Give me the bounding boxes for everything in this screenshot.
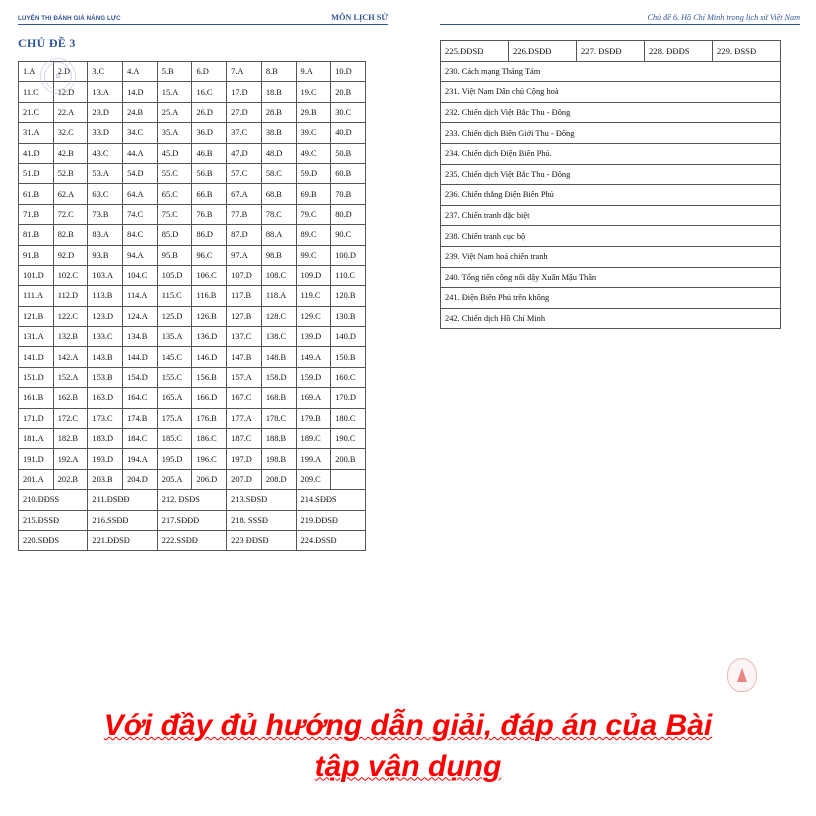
code-cell: 227. ĐSĐĐ	[577, 41, 645, 62]
answer-cell: 106.C	[192, 265, 227, 285]
answer-cell: 192.A	[53, 449, 88, 469]
answer-cell: 101.D	[19, 265, 54, 285]
watermark-stamp-inner: ✿	[44, 62, 72, 90]
answer-cell: 66.B	[192, 184, 227, 204]
short-answer-cell: 235. Chiến dịch Việt Bắc Thu - Đông	[441, 164, 781, 185]
answer-cell: 184.C	[123, 429, 158, 449]
table-row	[19, 449, 366, 469]
answer-cell: 48.D	[261, 143, 296, 163]
table-row	[19, 204, 366, 224]
right-page	[440, 6, 800, 698]
answer-cell: 117.B	[227, 286, 262, 306]
answer-cell: 85.D	[157, 225, 192, 245]
answer-cell: 155.C	[157, 367, 192, 387]
table-row	[19, 102, 366, 122]
answer-cell: 95.B	[157, 245, 192, 265]
answer-cell: 174.B	[123, 408, 158, 428]
answer-cell: 134.B	[123, 327, 158, 347]
answer-cell: 145.C	[157, 347, 192, 367]
answer-cell: 165.A	[157, 388, 192, 408]
short-answer-cell: 242. Chiến dịch Hồ Chí Minh	[441, 308, 781, 329]
answer-cell: 4.A	[123, 62, 158, 82]
answer-cell: 16.C	[192, 82, 227, 102]
answer-cell: 54.D	[123, 163, 158, 183]
answer-cell: 171.D	[19, 408, 54, 428]
answer-cell: 203.B	[88, 469, 123, 489]
truefalse-answer-cell: 219.ĐĐSĐ	[296, 510, 366, 530]
answer-cell: 5.B	[157, 62, 192, 82]
short-answer-cell: 241. Điện Biên Phủ trên không	[441, 288, 781, 309]
table-row	[19, 530, 366, 550]
answer-cell: 135.A	[157, 327, 192, 347]
answer-cell: 76.B	[192, 204, 227, 224]
answer-cell: 152.A	[53, 367, 88, 387]
answer-cell: 35.A	[157, 123, 192, 143]
table-row	[19, 184, 366, 204]
answer-cell: 72.C	[53, 204, 88, 224]
answer-cell: 189.C	[296, 429, 331, 449]
truefalse-answer-cell: 222.SSĐĐ	[157, 530, 226, 550]
answer-cell: 163.D	[88, 388, 123, 408]
table-row	[19, 469, 366, 489]
answer-cell: 38.B	[261, 123, 296, 143]
answer-cell: 43.C	[88, 143, 123, 163]
answer-cell: 150.B	[331, 347, 366, 367]
short-answer-cell: 238. Chiến tranh cục bộ	[441, 226, 781, 247]
answer-cell: 182.B	[53, 429, 88, 449]
answer-cell: 98.B	[261, 245, 296, 265]
answer-cell: 208.D	[261, 469, 296, 489]
answer-cell: 46.B	[192, 143, 227, 163]
table-row	[19, 347, 366, 367]
answer-cell: 50.B	[331, 143, 366, 163]
answer-cell: 97.A	[227, 245, 262, 265]
answer-cell: 59.D	[296, 163, 331, 183]
answer-cell: 159.D	[296, 367, 331, 387]
answer-cell: 88.A	[261, 225, 296, 245]
answer-cell: 186.C	[192, 429, 227, 449]
answer-cell: 175.A	[157, 408, 192, 428]
answer-cell: 71.B	[19, 204, 54, 224]
answer-cell: 164.C	[123, 388, 158, 408]
answer-cell: 169.A	[296, 388, 331, 408]
truefalse-answer-cell: 217.SĐĐĐ	[157, 510, 226, 530]
answer-cell: 195.D	[157, 449, 192, 469]
answer-cell: 3.C	[88, 62, 123, 82]
answer-cell: 190.C	[331, 429, 366, 449]
answer-cell: 161.B	[19, 388, 54, 408]
answer-cell: 36.D	[192, 123, 227, 143]
truefalse-answer-cell: 216.SSĐĐ	[88, 510, 157, 530]
answer-cell: 198.B	[261, 449, 296, 469]
answer-cell: 124.A	[123, 306, 158, 326]
answer-cell: 62.A	[53, 184, 88, 204]
table-row	[441, 185, 781, 206]
left-page	[18, 6, 388, 698]
answer-cell: 90.C	[331, 225, 366, 245]
right-page-header	[440, 6, 800, 25]
answer-cell: 140.D	[331, 327, 366, 347]
answer-cell: 52.B	[53, 163, 88, 183]
answer-cell: 82.B	[53, 225, 88, 245]
caption-line-2: tập vận dụng	[314, 749, 502, 783]
answer-cell: 7.A	[227, 62, 262, 82]
answer-cell: 200.B	[331, 449, 366, 469]
answer-cell: 70.B	[331, 184, 366, 204]
answer-cell: 102.C	[53, 265, 88, 285]
table-row	[19, 143, 366, 163]
answer-cell: 196.C	[192, 449, 227, 469]
answer-cell: 136.D	[192, 327, 227, 347]
answer-cell: 119.C	[296, 286, 331, 306]
answer-cell: 61.B	[19, 184, 54, 204]
answer-cell: 162.B	[53, 388, 88, 408]
answer-cell: 207.D	[227, 469, 262, 489]
answer-cell: 187.C	[227, 429, 262, 449]
answer-cell: 39.C	[296, 123, 331, 143]
answer-cell: 143.B	[88, 347, 123, 367]
answer-cell: 18.B	[261, 82, 296, 102]
answer-cell: 191.D	[19, 449, 54, 469]
truefalse-answer-cell: 221.ĐĐSĐ	[88, 530, 157, 550]
answer-cell: 168.B	[261, 388, 296, 408]
answer-cell: 23.D	[88, 102, 123, 122]
answer-cell: 96.C	[192, 245, 227, 265]
answer-cell: 146.D	[192, 347, 227, 367]
answer-cell: 113.B	[88, 286, 123, 306]
answer-cell: 9.A	[296, 62, 331, 82]
answer-cell: 197.D	[227, 449, 262, 469]
answer-cell: 21.C	[19, 102, 54, 122]
answer-cell: 58.C	[261, 163, 296, 183]
answer-cell: 83.A	[88, 225, 123, 245]
table-row	[19, 429, 366, 449]
truefalse-answer-cell: 211.ĐSĐĐ	[88, 490, 157, 510]
answer-cell: 199.A	[296, 449, 331, 469]
answer-cell: 15.A	[157, 82, 192, 102]
answer-cell: 111.A	[19, 286, 54, 306]
short-answer-cell: 236. Chiến thắng Điện Biên Phủ	[441, 185, 781, 206]
answer-cell: 116.B	[192, 286, 227, 306]
table-row	[19, 510, 366, 530]
answer-cell: 181.A	[19, 429, 54, 449]
answer-cell: 125.D	[157, 306, 192, 326]
publisher-logo-icon	[727, 658, 757, 692]
answer-cell: 118.A	[261, 286, 296, 306]
code-cell: 225.ĐĐSĐ	[441, 41, 509, 62]
answer-cell: 22.A	[53, 102, 88, 122]
answer-cell: 84.C	[123, 225, 158, 245]
section-title: CHỦ ĐỀ 3	[18, 36, 76, 50]
code-cell: 229. ĐSSĐ	[713, 41, 781, 62]
truefalse-answer-cell: 210.ĐĐSS	[19, 490, 88, 510]
answer-cell: 26.D	[192, 102, 227, 122]
answer-cell: 201.A	[19, 469, 54, 489]
answer-cell: 33.D	[88, 123, 123, 143]
table-row	[441, 288, 781, 309]
answer-cell: 129.C	[296, 306, 331, 326]
answer-cell: 49.C	[296, 143, 331, 163]
truefalse-answer-cell: 213.SĐSĐ	[227, 490, 296, 510]
short-answer-cell: 230. Cách mạng Tháng Tám	[441, 61, 781, 82]
table-row	[441, 82, 781, 103]
answer-cell: 31.A	[19, 123, 54, 143]
left-header-subject: MÔN LỊCH SỬ	[331, 13, 388, 22]
answer-cell: 173.C	[88, 408, 123, 428]
table-row	[441, 226, 781, 247]
answer-key-table	[18, 61, 366, 551]
answer-cell: 142.A	[53, 347, 88, 367]
answer-cell: 202.B	[53, 469, 88, 489]
answer-cell: 115.C	[157, 286, 192, 306]
answer-cell: 130.B	[331, 306, 366, 326]
left-page-header	[18, 6, 388, 25]
answer-cell: 20.B	[331, 82, 366, 102]
answer-cell: 86.D	[192, 225, 227, 245]
answer-cell: 44.A	[123, 143, 158, 163]
answer-cell: 100.D	[331, 245, 366, 265]
table-row	[19, 408, 366, 428]
answer-cell: 158.D	[261, 367, 296, 387]
answer-cell: 53.A	[88, 163, 123, 183]
answer-cell: 122.C	[53, 306, 88, 326]
short-answer-cell: 240. Tổng tiến công nổi dậy Xuân Mậu Thân	[441, 267, 781, 288]
answer-cell: 131.A	[19, 327, 54, 347]
answer-cell: 65.C	[157, 184, 192, 204]
table-row	[19, 367, 366, 387]
answer-cell: 8.B	[261, 62, 296, 82]
answer-cell: 28.B	[261, 102, 296, 122]
answer-cell: 153.B	[88, 367, 123, 387]
table-row	[441, 143, 781, 164]
table-row	[19, 327, 366, 347]
table-row	[19, 163, 366, 183]
truefalse-answer-cell: 214.SĐĐS	[296, 490, 366, 510]
answer-cell: 154.D	[123, 367, 158, 387]
answer-cell: 170.D	[331, 388, 366, 408]
answer-cell: 132.B	[53, 327, 88, 347]
answer-cell: 19.C	[296, 82, 331, 102]
table-row	[19, 225, 366, 245]
answer-cell: 193.D	[88, 449, 123, 469]
table-row	[19, 388, 366, 408]
answer-cell: 60.B	[331, 163, 366, 183]
answer-cell: 41.D	[19, 143, 54, 163]
truefalse-answer-cell: 215.ĐSSĐ	[19, 510, 88, 530]
answer-cell: 166.D	[192, 388, 227, 408]
answer-cell: 99.C	[296, 245, 331, 265]
answer-cell: 205.A	[157, 469, 192, 489]
answer-cell: 25.A	[157, 102, 192, 122]
answer-cell: 120.B	[331, 286, 366, 306]
truefalse-answer-cell: 224.ĐSSĐ	[296, 530, 366, 550]
short-answer-cell: 239. Việt Nam hoá chiến tranh	[441, 246, 781, 267]
answer-cell: 128.C	[261, 306, 296, 326]
answer-cell: 57.C	[227, 163, 262, 183]
answer-cell: 194.A	[123, 449, 158, 469]
answer-cell: 183.D	[88, 429, 123, 449]
answer-cell: 93.B	[88, 245, 123, 265]
answer-cell: 127.B	[227, 306, 262, 326]
answer-cell: 137.C	[227, 327, 262, 347]
answer-cell: 67.A	[227, 184, 262, 204]
answer-cell: 78.C	[261, 204, 296, 224]
answer-cell: 167.C	[227, 388, 262, 408]
promo-caption	[0, 706, 816, 787]
answer-cell: 56.B	[192, 163, 227, 183]
answer-cell: 123.D	[88, 306, 123, 326]
answer-cell: 204.D	[123, 469, 158, 489]
short-answer-cell: 232. Chiến dịch Việt Bắc Thu - Đông	[441, 102, 781, 123]
answer-cell: 103.A	[88, 265, 123, 285]
answer-cell: 34.C	[123, 123, 158, 143]
answer-cell: 104.C	[123, 265, 158, 285]
answer-cell: 69.B	[296, 184, 331, 204]
answer-cell: 47.D	[227, 143, 262, 163]
table-row	[441, 102, 781, 123]
answer-cell: 87.D	[227, 225, 262, 245]
answer-cell: 177.A	[227, 408, 262, 428]
table-row	[441, 267, 781, 288]
answer-cell: 160.C	[331, 367, 366, 387]
answer-cell: 188.B	[261, 429, 296, 449]
answer-cell: 126.B	[192, 306, 227, 326]
answer-cell: 108.C	[261, 265, 296, 285]
answer-cell: 147.B	[227, 347, 262, 367]
answer-cell: 92.D	[53, 245, 88, 265]
table-row	[19, 490, 366, 510]
answer-cell: 13.A	[88, 82, 123, 102]
answer-cell: 151.D	[19, 367, 54, 387]
answer-cell: 149.A	[296, 347, 331, 367]
answer-cell: 91.B	[19, 245, 54, 265]
answer-cell: 55.C	[157, 163, 192, 183]
answer-cell: 74.C	[123, 204, 158, 224]
table-row	[441, 123, 781, 144]
answer-cell: 63.C	[88, 184, 123, 204]
watermark-stamp-icon	[40, 58, 76, 94]
answer-cell: 12.D	[53, 82, 88, 102]
answer-cell: 42.B	[53, 143, 88, 163]
table-row	[441, 164, 781, 185]
answer-cell: 89.C	[296, 225, 331, 245]
answer-cell: 157.A	[227, 367, 262, 387]
answer-cell: 178.C	[261, 408, 296, 428]
answer-cell: 144.D	[123, 347, 158, 367]
short-answer-cell: 237. Chiến tranh đặc biệt	[441, 205, 781, 226]
answer-cell: 80.D	[331, 204, 366, 224]
answer-cell: 30.C	[331, 102, 366, 122]
short-answer-table	[440, 40, 781, 329]
table-row	[19, 265, 366, 285]
answer-cell: 29.B	[296, 102, 331, 122]
answer-cell: 112.D	[53, 286, 88, 306]
table-row	[19, 286, 366, 306]
answer-cell: 148.B	[261, 347, 296, 367]
answer-cell: 73.B	[88, 204, 123, 224]
answer-cell: 6.D	[192, 62, 227, 82]
answer-cell: 27.D	[227, 102, 262, 122]
answer-cell: 11.C	[19, 82, 54, 102]
logo-shield-icon	[727, 658, 757, 692]
answer-cell: 105.D	[157, 265, 192, 285]
caption-line-1: Với đầy đủ hướng dẫn giải, đáp án của Bài	[103, 709, 713, 742]
answer-cell: 206.D	[192, 469, 227, 489]
code-cell: 228. ĐĐĐS	[645, 41, 713, 62]
answer-cell: 209.C	[296, 469, 331, 489]
answer-cell: 172.C	[53, 408, 88, 428]
answer-cell: 121.B	[19, 306, 54, 326]
answer-cell: 133.C	[88, 327, 123, 347]
answer-cell: 32.C	[53, 123, 88, 143]
answer-cell: 75.C	[157, 204, 192, 224]
code-cell: 226.ĐSĐĐ	[509, 41, 577, 62]
table-row	[19, 123, 366, 143]
answer-cell: 180.C	[331, 408, 366, 428]
table-row	[441, 308, 781, 329]
answer-cell: 81.B	[19, 225, 54, 245]
answer-cell: 14.D	[123, 82, 158, 102]
answer-cell: 45.D	[157, 143, 192, 163]
answer-cell	[331, 469, 366, 489]
truefalse-answer-cell: 218. SSSĐ	[227, 510, 296, 530]
answer-cell: 40.D	[331, 123, 366, 143]
short-answer-cell: 231. Việt Nam Dân chủ Cộng hoà	[441, 82, 781, 103]
answer-cell: 94.A	[123, 245, 158, 265]
answer-cell: 156.B	[192, 367, 227, 387]
answer-cell: 79.C	[296, 204, 331, 224]
answer-cell: 2.D	[53, 62, 88, 82]
table-row	[441, 246, 781, 267]
answer-cell: 114.A	[123, 286, 158, 306]
answer-cell: 109.D	[296, 265, 331, 285]
answer-cell: 77.B	[227, 204, 262, 224]
short-answer-cell: 234. Chiến dịch Điện Biên Phủ.	[441, 143, 781, 164]
answer-cell: 68.B	[261, 184, 296, 204]
answer-cell: 185.C	[157, 429, 192, 449]
table-row	[19, 245, 366, 265]
answer-cell: 51.D	[19, 163, 54, 183]
right-header-topic: Chủ đề 6. Hồ Chí Minh trong lịch sử Việt Nam	[647, 13, 800, 22]
answer-cell: 10.D	[331, 62, 366, 82]
logo-flame-icon	[737, 668, 747, 682]
answer-cell: 1.A	[19, 62, 54, 82]
answer-cell: 107.D	[227, 265, 262, 285]
answer-cell: 141.D	[19, 347, 54, 367]
answer-cell: 17.D	[227, 82, 262, 102]
short-answer-cell: 233. Chiến dịch Biên Giới Thu - Đông	[441, 123, 781, 144]
answer-cell: 179.B	[296, 408, 331, 428]
truefalse-answer-cell: 212. ĐSĐS	[157, 490, 226, 510]
answer-cell: 24.B	[123, 102, 158, 122]
truefalse-answer-cell: 220.SĐĐS	[19, 530, 88, 550]
answer-cell: 64.A	[123, 184, 158, 204]
answer-cell: 37.C	[227, 123, 262, 143]
answer-cell: 139.D	[296, 327, 331, 347]
left-header-title: LUYỆN THI ĐÁNH GIÁ NĂNG LỰC	[18, 15, 121, 22]
table-row	[441, 61, 781, 82]
answer-cell: 176.B	[192, 408, 227, 428]
answer-cell: 110.C	[331, 265, 366, 285]
table-row	[441, 41, 781, 62]
table-row	[19, 306, 366, 326]
table-row	[441, 205, 781, 226]
answer-cell: 138.C	[261, 327, 296, 347]
truefalse-answer-cell: 223 ĐĐSĐ	[227, 530, 296, 550]
